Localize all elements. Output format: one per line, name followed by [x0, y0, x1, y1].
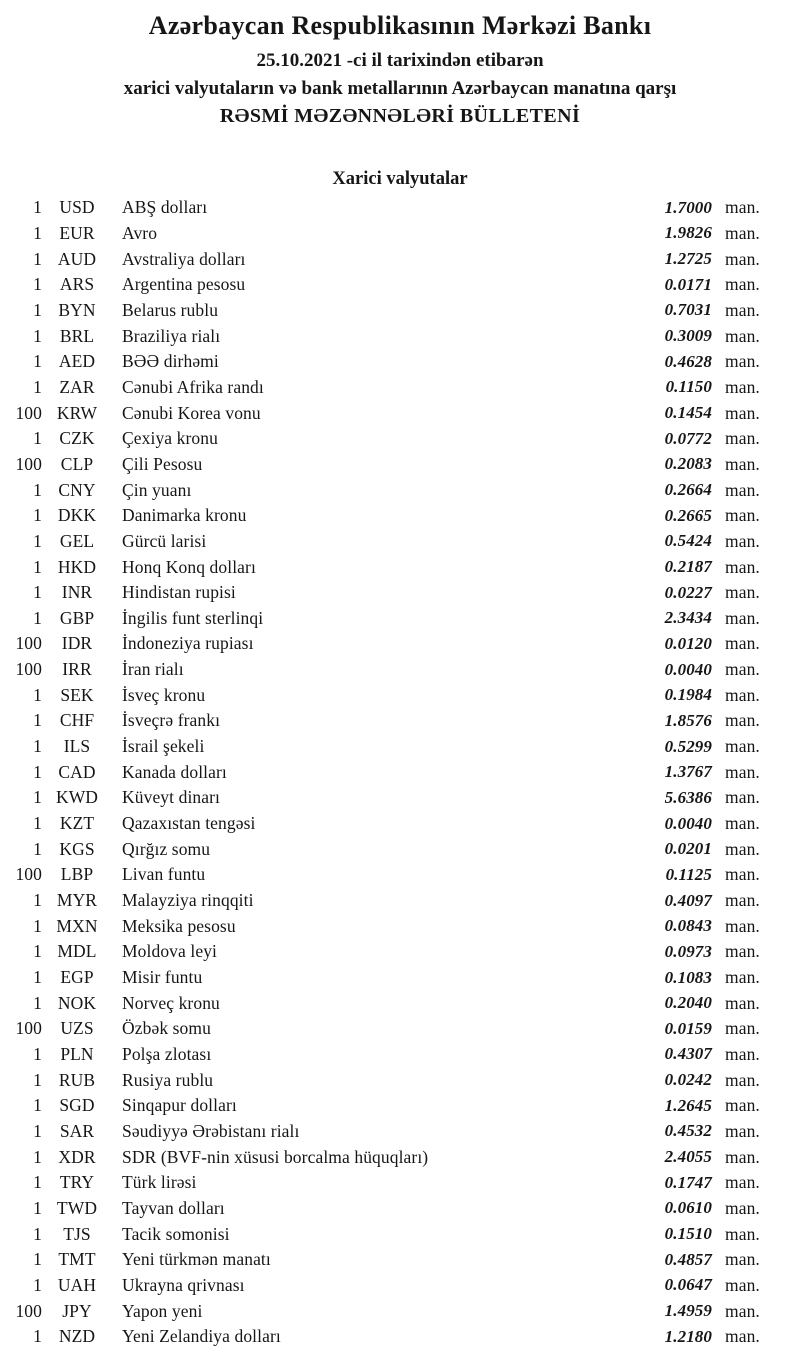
- quantity-cell: 1: [33, 582, 42, 603]
- quantity-cell: 1: [33, 505, 42, 526]
- currency-code-cell: GBP: [59, 607, 95, 628]
- currency-code-cell: RUB: [58, 1069, 96, 1090]
- unit-cell: man.: [725, 1172, 760, 1193]
- currency-name-cell: Avstraliya dolları: [122, 248, 246, 269]
- unit-cell: man.: [725, 376, 760, 397]
- rate-cell: 0.1454: [664, 403, 712, 423]
- currency-row: [8, 990, 770, 1016]
- currency-name-cell: Hindistan rupisi: [122, 582, 236, 603]
- currency-row: [8, 400, 770, 426]
- unit-cell: man.: [725, 556, 760, 577]
- quantity-cell: 100: [15, 633, 42, 654]
- unit-cell: man.: [725, 248, 760, 269]
- unit-cell: man.: [725, 1095, 760, 1116]
- unit-cell: man.: [725, 992, 760, 1013]
- unit-cell: man.: [725, 890, 760, 911]
- quantity-cell: 1: [33, 1095, 42, 1116]
- rate-cell: 1.2180: [664, 1326, 712, 1346]
- quantity-cell: 1: [33, 1197, 42, 1218]
- currency-row: [8, 529, 770, 555]
- currency-code-cell: EGP: [60, 967, 94, 988]
- currency-row: [8, 682, 770, 708]
- currency-name-cell: Qırğız somu: [122, 838, 211, 859]
- currency-row: [8, 657, 770, 683]
- quantity-cell: 1: [33, 222, 42, 243]
- currency-name-cell: Yapon yeni: [122, 1300, 203, 1321]
- currency-code-cell: NOK: [57, 992, 97, 1013]
- rate-cell: 0.0040: [664, 659, 712, 679]
- unit-cell: man.: [725, 351, 760, 372]
- currency-name-cell: İran rialı: [122, 659, 184, 680]
- currency-row: [8, 1119, 770, 1145]
- unit-cell: man.: [725, 838, 760, 859]
- rate-cell: 0.2664: [664, 480, 712, 500]
- currency-row: [8, 298, 770, 324]
- currency-row: [8, 1093, 770, 1119]
- currency-name-cell: İsveçrə frankı: [122, 710, 221, 731]
- currency-row: [8, 631, 770, 657]
- currency-row: [8, 1067, 770, 1093]
- unit-cell: man.: [725, 222, 760, 243]
- currency-code-cell: AUD: [57, 248, 97, 269]
- currency-name-cell: Çin yuanı: [122, 479, 192, 500]
- rate-cell: 0.0242: [664, 1070, 712, 1090]
- currency-code-cell: CNY: [58, 479, 96, 500]
- quantity-cell: 1: [33, 967, 42, 988]
- rate-cell: 0.0159: [664, 1018, 712, 1038]
- unit-cell: man.: [725, 1146, 760, 1167]
- currency-row: [8, 1221, 770, 1247]
- currency-row: [8, 606, 770, 632]
- rate-cell: 0.4628: [664, 351, 712, 371]
- quantity-cell: 1: [33, 530, 42, 551]
- currency-row: [8, 1144, 770, 1170]
- currency-name-cell: Küveyt dinarı: [122, 787, 221, 808]
- currency-row: [8, 1042, 770, 1068]
- currency-name-cell: Danimarka kronu: [122, 505, 247, 526]
- currency-code-cell: IRR: [62, 659, 92, 680]
- unit-cell: man.: [725, 1223, 760, 1244]
- rate-cell: 2.4055: [664, 1147, 712, 1167]
- rate-cell: 1.7000: [664, 197, 712, 217]
- unit-cell: man.: [725, 710, 760, 731]
- unit-cell: man.: [725, 1043, 760, 1064]
- quantity-cell: 1: [33, 838, 42, 859]
- quantity-cell: 1: [33, 1326, 42, 1347]
- currency-name-cell: Çexiya kronu: [122, 428, 218, 449]
- rate-cell: 0.1747: [664, 1172, 712, 1192]
- rate-cell: 0.4857: [664, 1249, 712, 1269]
- currency-code-cell: KRW: [56, 402, 98, 423]
- currency-row: [8, 939, 770, 965]
- rate-cell: 0.1510: [664, 1224, 712, 1244]
- currency-code-cell: JPY: [62, 1300, 92, 1321]
- currency-code-cell: SEK: [60, 684, 94, 705]
- currency-row: [8, 1324, 770, 1348]
- currency-row: [8, 349, 770, 375]
- currency-code-cell: CHF: [59, 710, 95, 731]
- quantity-cell: 1: [33, 813, 42, 834]
- quantity-cell: 100: [15, 659, 42, 680]
- currency-code-cell: LBP: [60, 864, 94, 885]
- rate-cell: 0.1984: [664, 685, 712, 705]
- currency-code-cell: NZD: [58, 1326, 96, 1347]
- unit-cell: man.: [725, 813, 760, 834]
- currency-name-cell: Gürcü larisi: [122, 530, 207, 551]
- unit-cell: man.: [725, 787, 760, 808]
- rate-cell: 0.4307: [664, 1044, 712, 1064]
- currency-name-cell: İndoneziya rupiası: [122, 633, 254, 654]
- unit-cell: man.: [725, 299, 760, 320]
- currency-name-cell: Yeni Zelandiya dolları: [122, 1326, 281, 1347]
- currency-name-cell: Livan funtu: [122, 864, 206, 885]
- quantity-cell: 100: [15, 402, 42, 423]
- currency-name-cell: Norveç kronu: [122, 992, 220, 1013]
- quantity-cell: 1: [33, 325, 42, 346]
- unit-cell: man.: [725, 505, 760, 526]
- rate-cell: 1.9826: [664, 223, 712, 243]
- currency-name-cell: Tayvan dolları: [122, 1197, 225, 1218]
- rate-cell: 0.0647: [664, 1275, 712, 1295]
- currency-row: [8, 785, 770, 811]
- rate-cell: 1.3767: [664, 762, 712, 782]
- rate-cell: 0.1150: [665, 377, 712, 397]
- currency-row: [8, 323, 770, 349]
- quantity-cell: 1: [33, 1069, 42, 1090]
- currency-name-cell: Belarus rublu: [122, 299, 219, 320]
- currency-name-cell: Cənubi Korea vonu: [122, 402, 261, 423]
- currency-code-cell: MXN: [56, 915, 98, 936]
- currency-code-cell: ZAR: [59, 376, 95, 397]
- currency-code-cell: CZK: [59, 428, 95, 449]
- currency-code-cell: TWD: [56, 1197, 98, 1218]
- currency-code-cell: HKD: [57, 556, 97, 577]
- quantity-cell: 1: [33, 428, 42, 449]
- rate-cell: 1.8576: [664, 710, 712, 730]
- rate-cell: 0.3009: [664, 326, 712, 346]
- currency-row: [8, 272, 770, 298]
- currency-code-cell: SGD: [59, 1095, 95, 1116]
- currency-row: [8, 811, 770, 837]
- rate-cell: 0.0973: [664, 941, 712, 961]
- currency-name-cell: Meksika pesosu: [122, 915, 236, 936]
- quantity-cell: 1: [33, 992, 42, 1013]
- unit-cell: man.: [725, 915, 760, 936]
- quantity-cell: 1: [33, 1146, 42, 1167]
- currency-code-cell: DKK: [57, 505, 97, 526]
- currency-name-cell: Səudiyyə Ərəbistanı rialı: [122, 1120, 300, 1141]
- currency-name-cell: Malayziya rinqqiti: [122, 890, 254, 911]
- quantity-cell: 1: [33, 1172, 42, 1193]
- rate-cell: 0.0610: [664, 1198, 712, 1218]
- unit-cell: man.: [725, 274, 760, 295]
- currency-row: [8, 1016, 770, 1042]
- currency-row: [8, 1196, 770, 1222]
- rate-cell: 5.6386: [664, 787, 712, 807]
- currency-code-cell: ARS: [59, 274, 95, 295]
- currency-row: [8, 221, 770, 247]
- currency-name-cell: SDR (BVF-nin xüsusi borcalma hüquqları): [122, 1146, 429, 1167]
- unit-cell: man.: [725, 479, 760, 500]
- currency-code-cell: USD: [59, 197, 95, 218]
- effective-date-line: 25.10.2021 -ci il tarixindən etibarən: [256, 50, 544, 71]
- unit-cell: man.: [725, 1274, 760, 1295]
- currency-name-cell: Özbək somu: [122, 1018, 211, 1039]
- quantity-cell: 100: [15, 1300, 42, 1321]
- quantity-cell: 1: [33, 1043, 42, 1064]
- quantity-cell: 1: [33, 248, 42, 269]
- unit-cell: man.: [725, 1069, 760, 1090]
- rate-cell: 0.0201: [664, 839, 712, 859]
- currency-row: [8, 554, 770, 580]
- rate-cell: 0.5424: [664, 531, 712, 551]
- currency-name-cell: Yeni türkmən manatı: [122, 1249, 271, 1270]
- currency-name-cell: ABŞ dolları: [122, 197, 208, 218]
- unit-cell: man.: [725, 1120, 760, 1141]
- rate-cell: 0.2665: [664, 505, 712, 525]
- currency-rates-table: [0, 195, 800, 1348]
- unit-cell: man.: [725, 1326, 760, 1347]
- section-title-foreign-currencies: Xarici valyutalar: [332, 169, 468, 189]
- unit-cell: man.: [725, 684, 760, 705]
- quantity-cell: 1: [33, 761, 42, 782]
- unit-cell: man.: [725, 736, 760, 757]
- currency-code-cell: UZS: [60, 1018, 94, 1039]
- currency-row: [8, 965, 770, 991]
- unit-cell: man.: [725, 761, 760, 782]
- currency-code-cell: BYN: [58, 299, 96, 320]
- quantity-cell: 1: [33, 299, 42, 320]
- rate-cell: 0.0843: [664, 916, 712, 936]
- unit-cell: man.: [725, 1018, 760, 1039]
- rate-cell: 1.4959: [664, 1301, 712, 1321]
- currency-name-cell: Qazaxıstan tengəsi: [122, 813, 256, 834]
- quantity-cell: 100: [15, 1018, 42, 1039]
- currency-code-cell: AED: [58, 351, 96, 372]
- currency-code-cell: PLN: [60, 1043, 94, 1064]
- unit-cell: man.: [725, 941, 760, 962]
- quantity-cell: 1: [33, 376, 42, 397]
- quantity-cell: 1: [33, 556, 42, 577]
- currency-row: [8, 246, 770, 272]
- currency-code-cell: MYR: [56, 890, 98, 911]
- quantity-cell: 1: [33, 1249, 42, 1270]
- unit-cell: man.: [725, 633, 760, 654]
- quantity-cell: 1: [33, 351, 42, 372]
- quantity-cell: 1: [33, 274, 42, 295]
- quantity-cell: 1: [33, 787, 42, 808]
- rate-cell: 0.4532: [664, 1121, 712, 1141]
- rate-cell: 0.2187: [664, 557, 712, 577]
- currency-row: [8, 734, 770, 760]
- currency-name-cell: Tacik somonisi: [122, 1223, 230, 1244]
- currency-code-cell: SAR: [59, 1120, 95, 1141]
- currency-name-cell: Polşa zlotası: [122, 1043, 212, 1064]
- unit-cell: man.: [725, 864, 760, 885]
- currency-name-cell: BƏƏ dirhəmi: [122, 351, 219, 372]
- currency-code-cell: ILS: [63, 736, 91, 757]
- quantity-cell: 1: [33, 710, 42, 731]
- unit-cell: man.: [725, 325, 760, 346]
- unit-cell: man.: [725, 1249, 760, 1270]
- unit-cell: man.: [725, 428, 760, 449]
- rate-cell: 0.0227: [664, 582, 712, 602]
- quantity-cell: 1: [33, 1120, 42, 1141]
- currency-name-cell: Misir funtu: [122, 967, 203, 988]
- quantity-cell: 1: [33, 684, 42, 705]
- rate-cell: 1.2645: [664, 1095, 712, 1115]
- quantity-cell: 100: [15, 453, 42, 474]
- unit-cell: man.: [725, 1300, 760, 1321]
- rate-cell: 0.5299: [664, 736, 712, 756]
- currency-code-cell: INR: [61, 582, 93, 603]
- currency-name-cell: Cənubi Afrika randı: [122, 376, 264, 397]
- currency-row: [8, 580, 770, 606]
- currency-code-cell: TMT: [58, 1249, 96, 1270]
- currency-name-cell: İsveç kronu: [122, 684, 206, 705]
- currency-row: [8, 452, 770, 478]
- currency-name-cell: Moldova leyi: [122, 941, 218, 962]
- rate-cell: 2.3434: [664, 608, 712, 628]
- currency-code-cell: CLP: [60, 453, 94, 474]
- rate-cell: 0.7031: [664, 300, 712, 320]
- currency-code-cell: EUR: [59, 222, 95, 243]
- unit-cell: man.: [725, 197, 760, 218]
- unit-cell: man.: [725, 659, 760, 680]
- currency-row: [8, 759, 770, 785]
- rate-cell: 0.1125: [665, 864, 712, 884]
- bank-title: Azərbaycan Respublikasının Mərkəzi Bankı: [148, 11, 652, 40]
- currency-row: [8, 1298, 770, 1324]
- quantity-cell: 1: [33, 1274, 42, 1295]
- rate-cell: 0.1083: [664, 967, 712, 987]
- quantity-cell: 1: [33, 607, 42, 628]
- currency-code-cell: KWD: [55, 787, 99, 808]
- rate-cell: 0.0772: [664, 428, 712, 448]
- quantity-cell: 100: [15, 864, 42, 885]
- currency-name-cell: Braziliya rialı: [122, 325, 221, 346]
- currency-code-cell: BRL: [59, 325, 95, 346]
- unit-cell: man.: [725, 582, 760, 603]
- quantity-cell: 1: [33, 890, 42, 911]
- unit-cell: man.: [725, 453, 760, 474]
- quantity-cell: 1: [33, 736, 42, 757]
- quantity-cell: 1: [33, 479, 42, 500]
- currency-code-cell: XDR: [58, 1146, 96, 1167]
- currency-code-cell: KZT: [59, 813, 95, 834]
- currency-name-cell: Türk lirəsi: [122, 1172, 197, 1193]
- unit-cell: man.: [725, 530, 760, 551]
- quantity-cell: 1: [33, 915, 42, 936]
- rate-cell: 0.0171: [664, 274, 712, 294]
- currency-name-cell: Avro: [122, 222, 158, 243]
- unit-cell: man.: [725, 1197, 760, 1218]
- rate-cell: 0.2040: [664, 993, 712, 1013]
- currency-name-cell: Rusiya rublu: [122, 1069, 214, 1090]
- rate-cell: 1.2725: [664, 249, 712, 269]
- currency-code-cell: TRY: [59, 1172, 95, 1193]
- currency-row: [8, 862, 770, 888]
- currency-code-cell: IDR: [61, 633, 93, 654]
- rate-cell: 0.4097: [664, 890, 712, 910]
- currency-code-cell: MDL: [57, 941, 97, 962]
- quantity-cell: 1: [33, 197, 42, 218]
- currency-row: [8, 888, 770, 914]
- currency-row: [8, 503, 770, 529]
- currency-name-cell: Argentina pesosu: [122, 274, 246, 295]
- currency-code-cell: KGS: [59, 838, 95, 859]
- currency-row: [8, 1247, 770, 1273]
- currency-code-cell: UAH: [57, 1274, 97, 1295]
- quantity-cell: 1: [33, 1223, 42, 1244]
- rate-cell: 0.0040: [664, 813, 712, 833]
- rate-cell: 0.2083: [664, 454, 712, 474]
- currency-code-cell: TJS: [63, 1223, 91, 1244]
- currency-name-cell: Kanada dolları: [122, 761, 227, 782]
- bulletin-title: RƏSMİ MƏZƏNNƏLƏRİ BÜLLETENİ: [219, 105, 581, 127]
- currency-row: [8, 1170, 770, 1196]
- currency-name-cell: Çili Pesosu: [122, 453, 203, 474]
- currency-row: [8, 195, 770, 221]
- rate-cell: 0.0120: [664, 633, 712, 653]
- subject-line: xarici valyutaların və bank metallarının Azərbaycan manatına qarşı: [123, 78, 677, 99]
- currency-name-cell: Ukrayna qrivnası: [122, 1274, 245, 1295]
- currency-row: [8, 708, 770, 734]
- currency-row: [8, 477, 770, 503]
- unit-cell: man.: [725, 967, 760, 988]
- currency-row: [8, 426, 770, 452]
- currency-row: [8, 1273, 770, 1299]
- unit-cell: man.: [725, 402, 760, 423]
- bulletin-header: [0, 0, 800, 130]
- quantity-cell: 1: [33, 941, 42, 962]
- currency-row: [8, 836, 770, 862]
- currency-code-cell: GEL: [59, 530, 95, 551]
- currency-name-cell: Honq Konq dolları: [122, 556, 256, 577]
- currency-row: [8, 913, 770, 939]
- currency-name-cell: İsrail şekeli: [122, 736, 205, 757]
- currency-name-cell: Sinqapur dolları: [122, 1095, 237, 1116]
- currency-code-cell: CAD: [58, 761, 96, 782]
- unit-cell: man.: [725, 607, 760, 628]
- currency-row: [8, 375, 770, 401]
- currency-name-cell: İngilis funt sterlinqi: [122, 607, 264, 628]
